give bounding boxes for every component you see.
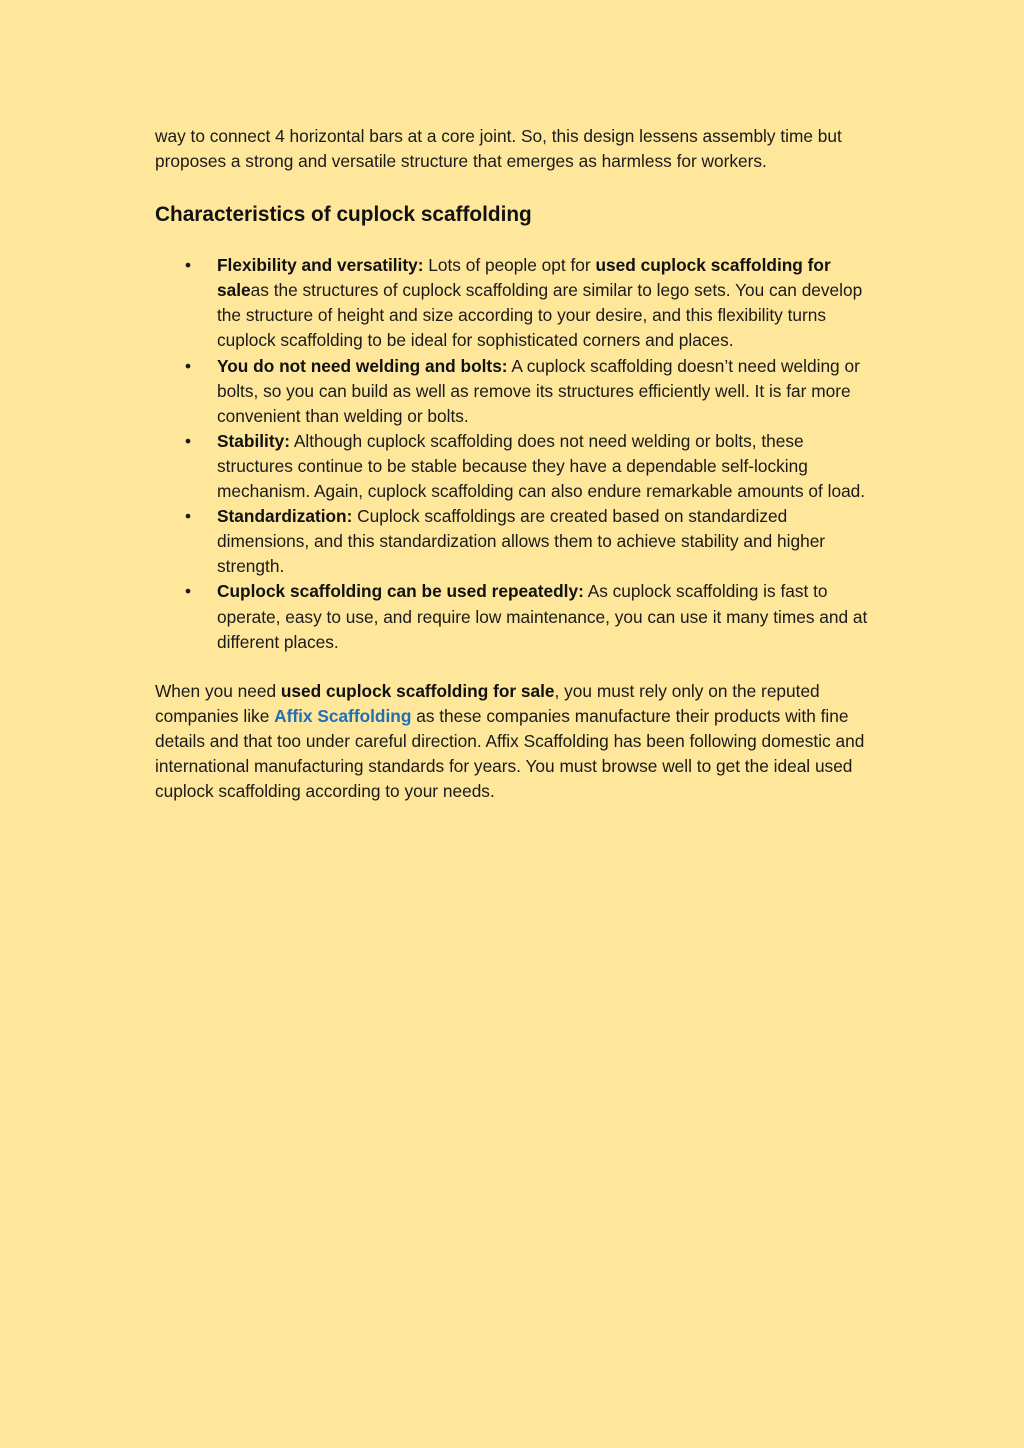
feature-title: Standardization:	[217, 506, 353, 527]
closing-paragraph	[155, 679, 871, 804]
list-item	[155, 579, 871, 654]
bullet-icon: •	[185, 581, 192, 602]
feature-title: Flexibility and versatility:	[217, 255, 424, 276]
list-item	[155, 253, 871, 353]
closing-text: When you need	[155, 680, 281, 701]
document-page	[155, 124, 871, 804]
features-list	[155, 253, 871, 655]
closing-text: as these companies manufacture their products with fine details and that too under careful direction. Affix Scaffolding has been following domestic and international manufacturing standards for years. You must browse well to get the ideal used cuplock scaffolding according to your needs.	[155, 705, 865, 802]
bullet-icon: •	[185, 355, 192, 376]
list-item	[155, 354, 871, 429]
feature-text: As cuplock scaffolding is fast to operate, easy to use, and require low maintenance, you can use it many times and at different places.	[217, 581, 868, 652]
list-item	[155, 429, 871, 504]
closing-text: , you must rely only on the reputed companies like	[155, 680, 820, 726]
bullet-icon: •	[185, 506, 192, 527]
feature-text: Cuplock scaffoldings are created based on standardized dimensions, and this standardization allows them to achieve stability and higher strength.	[217, 506, 826, 577]
bullet-icon: •	[185, 430, 192, 451]
feature-text: Lots of people opt for	[423, 255, 596, 276]
feature-text: as the structures of cuplock scaffolding are similar to lego sets. You can develop the structure of height and size according to your desire, and this flexibility turns cuplock scaffolding to be ideal for sophisticated corners and places.	[217, 280, 863, 351]
feature-keyword: used cuplock scaffolding for sale	[217, 255, 831, 301]
section-heading: Characteristics of cuplock scaffolding	[155, 203, 532, 227]
intro-paragraph: way to connect 4 horizontal bars at a core joint. So, this design lessens assembly time but proposes a strong and versatile structure that emerges as harmless for workers.	[155, 126, 842, 172]
feature-title: You do not need welding and bolts:	[217, 355, 508, 376]
feature-text: A cuplock scaffolding doesn’t need welding or bolts, so you can build as well as remove its structures efficiently well. It is far more convenient than welding or bolts.	[217, 355, 860, 426]
feature-text: Although cuplock scaffolding does not need welding or bolts, these structures continue to be stable because they have a dependable self-locking mechanism. Again, cuplock scaffolding can also endure remarkable amounts of load.	[217, 430, 866, 502]
feature-title: Cuplock scaffolding can be used repeatedly:	[217, 581, 584, 602]
bullet-icon: •	[185, 255, 192, 276]
affix-scaffolding-link[interactable]: Affix Scaffolding	[274, 705, 412, 726]
feature-title: Stability:	[217, 430, 290, 451]
closing-keyword: used cuplock scaffolding for sale	[280, 680, 555, 701]
list-item	[155, 504, 871, 579]
